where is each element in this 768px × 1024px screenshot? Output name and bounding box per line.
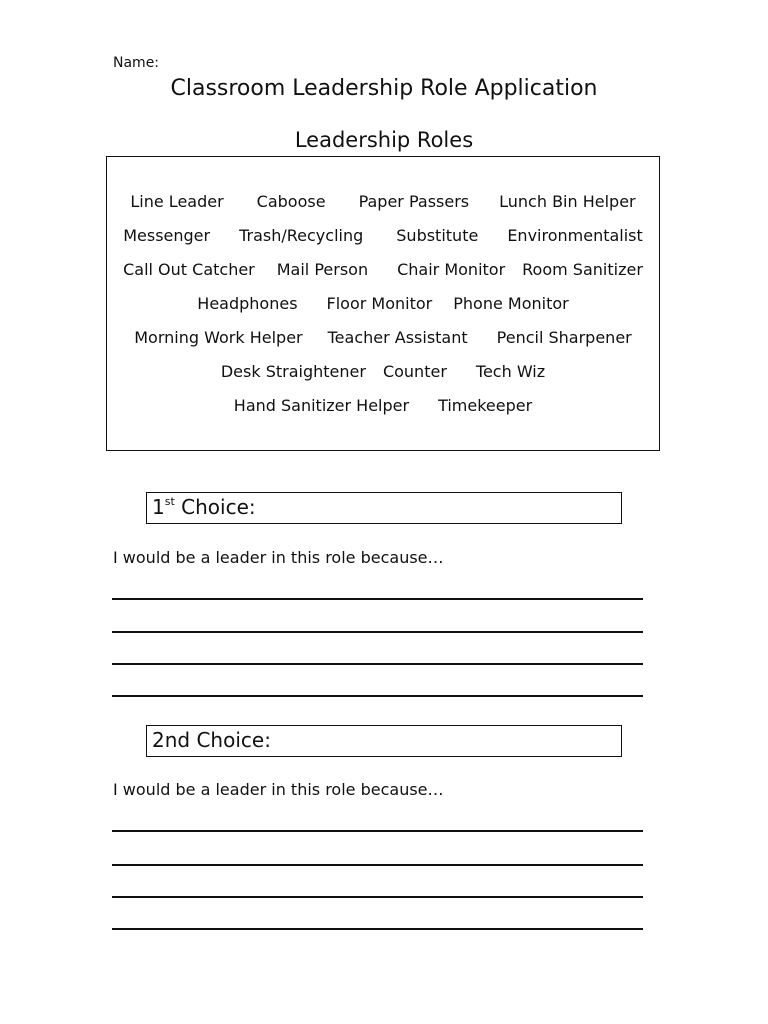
role-item: Room Sanitizer <box>522 260 643 279</box>
role-item: Pencil Sharpener <box>496 328 632 347</box>
second-choice-answer-line-4[interactable] <box>112 928 643 930</box>
first-choice-label: Choice: <box>174 495 256 519</box>
role-item: Messenger <box>123 226 211 245</box>
role-item: Phone Monitor <box>453 294 569 313</box>
role-item: Morning Work Helper <box>134 328 303 347</box>
role-item: Headphones <box>197 294 298 313</box>
role-item: Teacher Assistant <box>327 328 468 347</box>
role-item: Counter <box>382 362 447 381</box>
roles-box <box>106 156 660 451</box>
roles-row <box>107 192 659 211</box>
second-choice-answer-line-3[interactable] <box>112 896 643 898</box>
first-choice-answer-line-1[interactable] <box>112 598 643 600</box>
roles-section-title: Leadership Roles <box>294 128 474 152</box>
role-item: Floor Monitor <box>326 294 433 313</box>
first-choice-answer-line-3[interactable] <box>112 663 643 665</box>
first-choice-answer-line-4[interactable] <box>112 695 643 697</box>
role-item: Chair Monitor <box>397 260 506 279</box>
second-choice-answer-line-1[interactable] <box>112 830 643 832</box>
second-choice-answer-line-2[interactable] <box>112 864 643 866</box>
role-item: Timekeeper <box>438 396 533 415</box>
roles-row <box>107 328 659 347</box>
first-choice-answer-line-2[interactable] <box>112 631 643 633</box>
role-item: Mail Person <box>276 260 369 279</box>
second-choice-field[interactable] <box>146 725 622 757</box>
role-item: Hand Sanitizer Helper <box>233 396 410 415</box>
role-item: Line Leader <box>130 192 224 211</box>
first-choice-number: 1 <box>152 495 165 519</box>
second-choice-prompt: I would be a leader in this role because… <box>113 780 444 799</box>
roles-row <box>107 294 659 313</box>
name-label: Name: <box>113 55 160 71</box>
first-choice-field[interactable] <box>146 492 622 524</box>
first-choice-suffix: st <box>164 495 175 508</box>
role-item: Desk Straightener <box>220 362 366 381</box>
second-choice-label: 2nd Choice: <box>152 728 271 752</box>
roles-row <box>107 226 659 245</box>
role-item: Caboose <box>256 192 326 211</box>
role-item: Substitute <box>396 226 479 245</box>
role-item: Call Out Catcher <box>123 260 255 279</box>
roles-row <box>107 260 659 279</box>
role-item: Tech Wiz <box>475 362 546 381</box>
roles-row <box>107 396 659 415</box>
first-choice-prompt: I would be a leader in this role because… <box>113 548 444 567</box>
role-item: Paper Passers <box>358 192 470 211</box>
page-title: Classroom Leadership Role Application <box>170 76 598 101</box>
role-item: Environmentalist <box>507 226 643 245</box>
role-item: Lunch Bin Helper <box>499 192 636 211</box>
role-item: Trash/Recycling <box>239 226 364 245</box>
roles-row <box>107 362 659 381</box>
